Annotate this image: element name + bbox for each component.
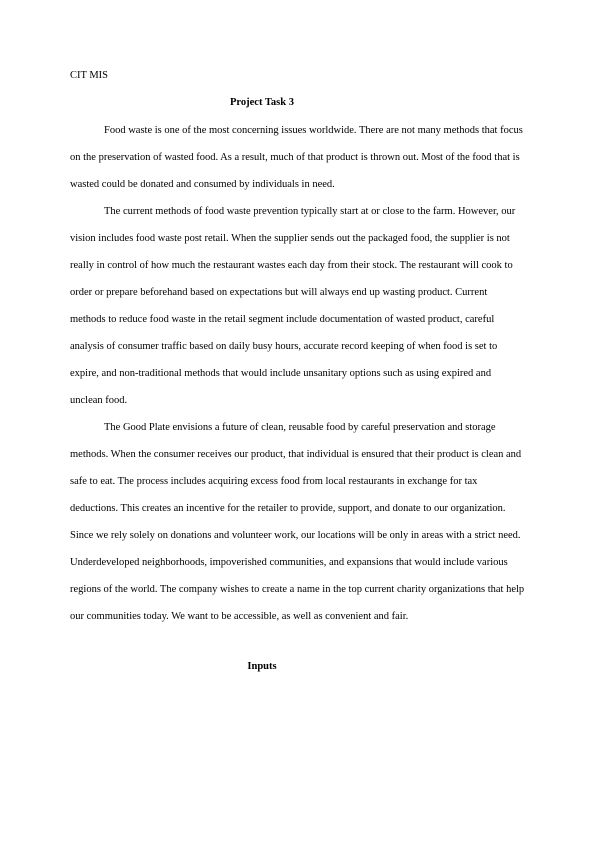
document-header: CIT MIS (70, 70, 109, 81)
paragraph-intro: Food waste is one of the most concerning issues worldwide. There are not many methods that focus on the preservation of wasted food. As a result, much of that product is thrown out. Most of the food that is wasted could be donated and consumed by individuals in need. (70, 125, 523, 190)
document-title: Project Task 3 (230, 97, 294, 108)
paragraph-current-methods: The current methods of food waste prevention typically start at or close to the farm. However, our vision includes food waste post retail. When the supplier sends out the packaged food, the supplier is not really in control of how much the restaurant wastes each day from their stock. The restaurant will cook to order or prepare beforehand based on expectations but will always end up wasting product. Current methods to reduce food waste in the retail segment include documentation of wasted product, careful analysis of consumer traffic based on daily busy hours, accurate record keeping of when food is set to expire, and non-traditional methods that would include unsanitary options such as using expired and unclean food. (70, 206, 516, 406)
paragraph-good-plate-vision: The Good Plate envisions a future of clean, reusable food by careful preservation and storage methods. When the consumer receives our product, that individual is ensured that their product is clean and safe to eat. The process includes acquiring excess food from local restaurants in exchange for tax deductions. This creates an incentive for the retailer to provide, support, and donate to our organization. Since we rely solely on donations and volunteer work, our locations will be only in areas with a strict need. Underdeveloped neighborhoods, impoverished communities, and expansions that would include various regions of the world. The company wishes to create a name in the top current charity organizations that help our communities today. We want to be accessible, as well as convenient and fair. (70, 422, 525, 622)
section-heading-inputs: Inputs (247, 661, 277, 672)
